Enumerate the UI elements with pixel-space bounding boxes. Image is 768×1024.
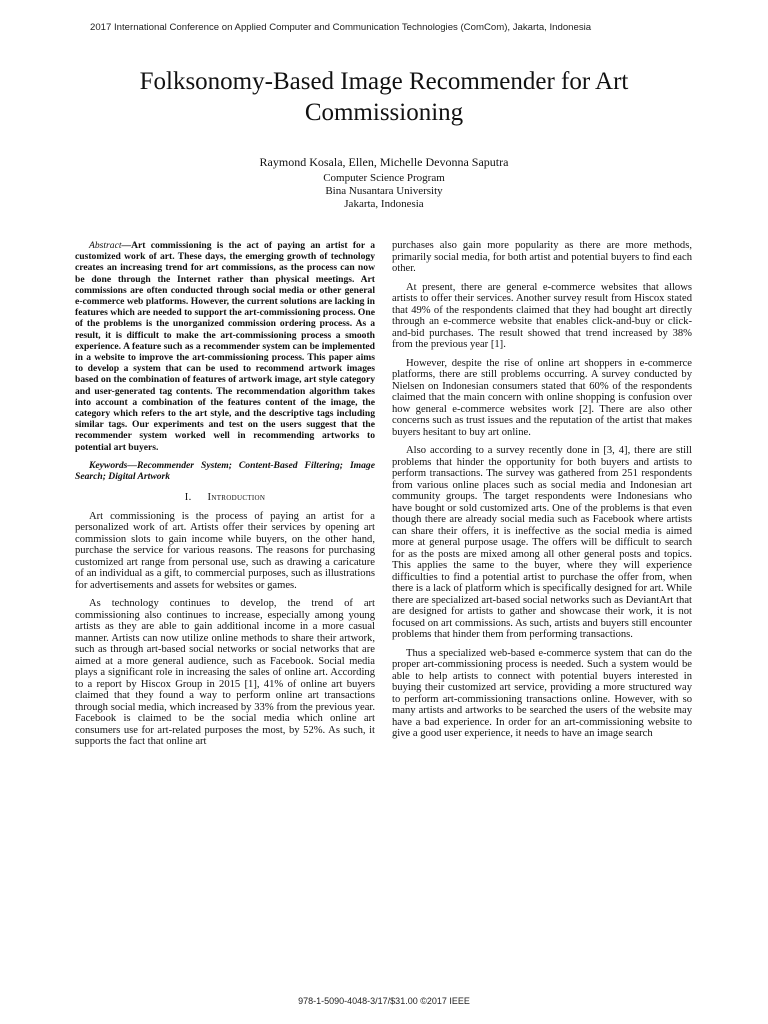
running-header: 2017 International Conference on Applied Computer and Communication Technologies (ComCom), Jakarta, Indonesia (90, 22, 592, 33)
affiliation-program: Computer Science Program (323, 172, 445, 184)
intro-paragraph-6: Also according to a survey recently done in [3, 4], there are still problems that hinder the opportunity for both buyers and artists to perform transactions. The survey was gathered from 251 respondents from various online places such as social media and Indonesian art community groups. The target respondents were Indonesians who have bought or sold customized arts. One of the problems is that even though there are already social media such as Facebook where artists can share their offers, it is ineffective as the social media is aimed more at general purpose usage. The offers will be difficult to search for as the posts are mixed among all other general posts and topics. This applies the same to the buyer, where they will experience difficulties to find a potential artist to purchase the offer from, when there is a lack of platform which is specifically designed for art. While there are specialized art-based social networks such as DeviantArt that are designed for artists to gather and showcase their work, it is not focused on art commissions. As such, artists and buyers still encounter problems that hinder them from performing transactions. (392, 445, 692, 640)
intro-paragraph-5: However, despite the rise of online art shoppers in e-commerce platforms, there are still problems occurring. A survey conducted by Nielsen on Indonesian consumers stated that 60% of the respondents claimed that the main concern with online shopping is confusion over how general e-commerce websites work [2]. There are also other concerns such as trust issues and the reputation of the artist that makes buyers hesitant to buy art online. (392, 357, 692, 438)
right-column (392, 240, 692, 747)
keywords (75, 460, 375, 482)
left-column (75, 240, 375, 755)
intro-paragraph-1: Art commissioning is the process of paying an artist for a personalized work of art. Artists offer their services by opening art commission slots to gain income while buyers, on the other hand, purchase the service for various reasons. The reasons for purchasing customized art range from personal use, such as drawing a caricature of an individual as a gift, to commercial purposes, such as illustrations for advertisements and assets for websites or games. (75, 510, 375, 591)
section-number: I. (184, 492, 192, 504)
affiliation-university: Bina Nusantara University (325, 185, 443, 197)
intro-paragraph-7: Thus a specialized web-based e-commerce system that can do the proper art-commissioning process is needed. Such a system would be able to help artists to connect with potential buyers interested in buying their customized art service, providing a more structured way to perform art-commissioning transactions online. However, with so many artists and artworks to be searched the users of the website may have a bad experience. In order for an art-commissioning website to give a good user experience, it needs to have an image search (392, 647, 692, 739)
abstract (75, 240, 375, 453)
section-heading-introduction (75, 492, 375, 504)
paper-title: Folksonomy-Based Image Recommender for Art Commissioning (139, 68, 629, 126)
affiliation (0, 172, 768, 211)
keywords-label: Keywords (89, 459, 128, 471)
section-title: Introduction (207, 492, 266, 504)
intro-paragraph-3: purchases also gain more popularity as there are more methods, primarily social media, for both artist and potential buyers to find each other. (392, 240, 692, 274)
affiliation-location: Jakarta, Indonesia (344, 198, 424, 210)
abstract-label: Abstract (89, 240, 122, 251)
intro-paragraph-2: As technology continues to develop, the trend of art commissioning also continues to increase, especially among young artists as they are able to gain additional income in a more casual manner. Artists can now utilize online methods to share their artwork, such as through art-based social networks or social networks that are aimed at a more general audience, such as Facebook. Social media plays a significant role in increasing the sales of online art. According to a report by Hiscox Group in 2015 [1], 41% of online art buyers claimed that they found a way to perform online art transactions through social media, which increased by 33% from the previous year. Facebook is claimed to be the social media which online art consumers use for art-related purposes the most, by 52%. As such, it supports the fact that online art (75, 598, 375, 748)
intro-paragraph-4: At present, there are general e-commerce websites that allows artists to offer their services. Another survey result from Hiscox stated that 49% of the respondents claimed that they had bought art directly through an e-commerce website that enables click-and-buy or click-and-bid purchases. The result showed that trend increased by 38% from the previous year [1]. (392, 281, 692, 350)
keywords-text: —Recommender System; Content-Based Filtering; Image Search; Digital Artwork (75, 459, 375, 483)
author-list: Raymond Kosala, Ellen, Michelle Devonna Saputra (259, 155, 509, 169)
copyright-footer: 978-1-5090-4048-3/17/$31.00 ©2017 IEEE (298, 996, 470, 1006)
abstract-text: —Art commissioning is the act of paying an artist for a customized work of art. These days, the emerging growth of technology creates an increasing trend for art commissions, as the process can now be done through the Internet rather than physical meetings. Art commissions are often conducted through social media or other general e-commerce web platforms. However, the current solutions are lacking in features which are needed to support the art-commissioning process. One of the problems is the unorganized commission ordering process. As a result, it is difficult to make the art-commissioning process a smooth experience. A feature such as a recommender system can be implemented in a website to improve the art-commissioning process. This paper aims to develop a system that can be used to recommend artwork images based on the combination of features of artwork image, art style category and user-generated tag contents. The recommendation algorithm takes into account a combination of the features content of the image, the category which refers to the art style, and the descriptive tags including similar tags. Our experiments and test on the users suggest that the recommender system worked well in recommending artworks to potential art buyers. (75, 240, 375, 453)
